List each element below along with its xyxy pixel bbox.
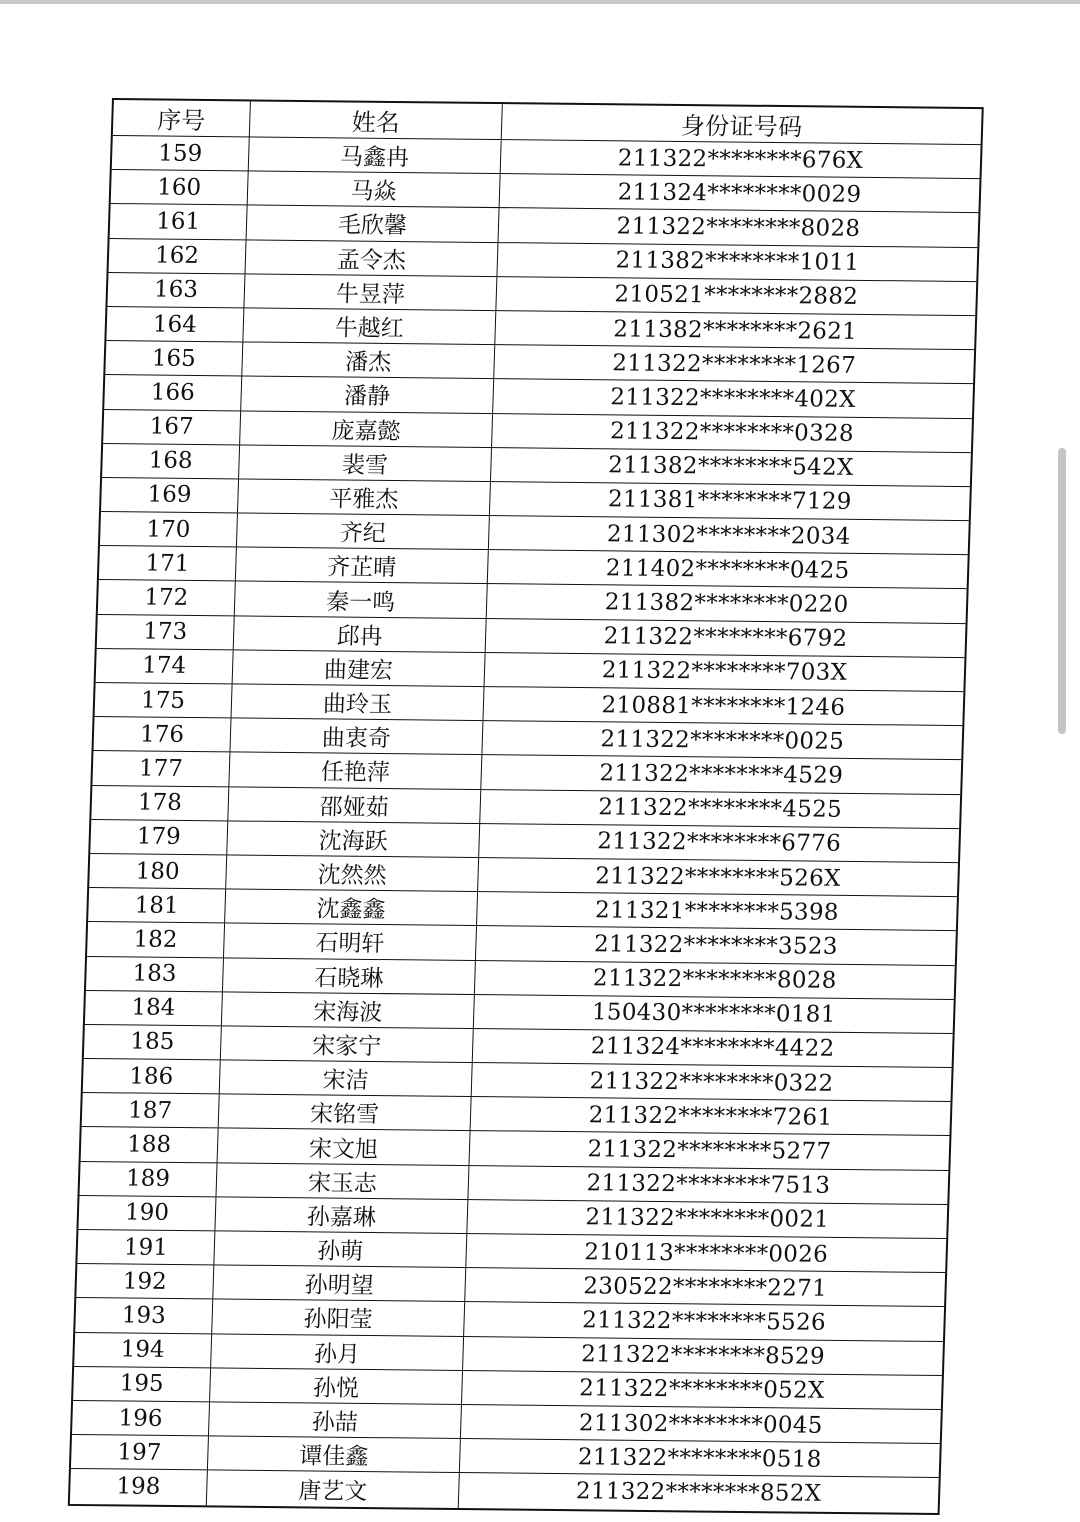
name-cell: 石明轩 (224, 924, 477, 960)
id-cell: 210113********0026 (583, 1238, 829, 1268)
name-cell: 牛越红 (243, 308, 496, 344)
id-cell: 211322********852X (575, 1478, 822, 1508)
name-cell: 唐艺文 (207, 1471, 460, 1508)
seq-cell: 163 (107, 273, 245, 308)
seq-cell: 167 (103, 410, 241, 445)
id-cell: 150430********0181 (591, 999, 836, 1029)
id-cell: 211322********4525 (597, 794, 843, 823)
id-cell: 211322********3523 (593, 931, 839, 960)
name-cell: 孙月 (211, 1334, 464, 1370)
seq-cell: 188 (81, 1127, 219, 1162)
name-cell: 马鑫冉 (249, 137, 502, 173)
name-cell: 曲衷奇 (230, 719, 483, 755)
id-cell: 211322********1267 (611, 350, 857, 379)
name-cell: 孟令杰 (246, 240, 499, 276)
name-cell: 秦一鸣 (235, 582, 488, 618)
name-cell: 曲玲玉 (232, 684, 485, 720)
id-cell: 211324********4422 (590, 1033, 835, 1063)
header-name: 姓名 (250, 101, 503, 139)
name-cell: 孙明望 (213, 1266, 466, 1302)
seq-cell: 183 (86, 956, 224, 991)
name-cell: 沈鑫鑫 (225, 890, 478, 926)
id-cell: 211382********0220 (604, 589, 849, 618)
name-cell: 沈海跃 (227, 821, 480, 857)
seq-cell: 194 (74, 1333, 212, 1368)
seq-cell: 169 (101, 478, 239, 513)
id-cell: 211322********052X (578, 1375, 826, 1405)
seq-cell: 168 (102, 444, 240, 479)
name-cell: 沈然然 (226, 855, 479, 891)
seq-cell: 181 (88, 888, 226, 923)
name-cell: 孙悦 (210, 1368, 463, 1404)
id-cell: 211322********8028 (616, 213, 861, 242)
id-cell: 211382********2621 (612, 315, 858, 345)
seq-cell: 162 (109, 239, 247, 274)
header-id-number: 身份证号码 (680, 111, 803, 142)
id-cell: 210521********2882 (614, 281, 859, 311)
id-cell: 211322********7261 (588, 1102, 833, 1131)
name-cell: 邱冉 (234, 616, 487, 652)
name-cell: 孙嘉琳 (215, 1197, 468, 1233)
name-cell: 潘杰 (242, 343, 495, 379)
seq-cell: 174 (96, 649, 234, 684)
name-cell: 宋海波 (222, 992, 475, 1028)
seq-cell: 193 (75, 1298, 213, 1333)
name-cell: 齐纪 (237, 513, 490, 549)
seq-cell: 170 (100, 512, 238, 547)
seq-cell: 171 (99, 546, 237, 581)
name-cell: 宋铭雪 (219, 1095, 472, 1131)
name-cell: 宋洁 (220, 1060, 473, 1096)
header-seq: 序号 (113, 100, 251, 136)
name-cell: 平雅杰 (238, 479, 491, 515)
id-cell: 211381********7129 (607, 486, 853, 516)
id-cell: 211321********5398 (594, 897, 840, 926)
name-cell: 任艳萍 (229, 753, 482, 789)
seq-cell: 177 (92, 751, 230, 786)
seq-cell: 195 (73, 1367, 211, 1402)
id-cell: 211322********8028 (592, 965, 838, 994)
id-cell: 211322********6792 (603, 623, 848, 653)
id-cell: 211322********526X (594, 862, 842, 892)
seq-cell: 198 (70, 1469, 208, 1505)
id-cell: 211322********5277 (587, 1136, 832, 1165)
name-cell: 邵娅茹 (228, 787, 481, 823)
id-cell: 210881********1246 (601, 691, 846, 721)
seq-cell: 180 (89, 854, 227, 889)
id-cell: 211322********8529 (580, 1341, 826, 1370)
name-cell: 马焱 (248, 172, 501, 208)
seq-cell: 192 (76, 1264, 214, 1299)
id-cell: 211402********0425 (605, 555, 850, 584)
id-cell: 211322********703X (601, 657, 848, 687)
name-cell: 裴雪 (239, 445, 492, 481)
seq-cell: 186 (83, 1059, 221, 1094)
seq-cell: 182 (87, 922, 225, 957)
name-cell: 宋文旭 (218, 1129, 471, 1165)
id-cell: 211302********0045 (578, 1409, 824, 1439)
seq-cell: 175 (95, 683, 233, 718)
id-cell: 211322********7513 (586, 1170, 831, 1200)
seq-cell: 165 (105, 341, 243, 376)
id-cell: 211322********6776 (596, 828, 842, 858)
name-cell: 孙喆 (209, 1402, 462, 1438)
id-cell: 211322********0322 (589, 1067, 834, 1097)
id-cell: 211322********0328 (609, 418, 855, 447)
name-cell: 曲建宏 (233, 650, 486, 686)
name-cell: 庞嘉懿 (240, 411, 493, 447)
roster-table (68, 98, 984, 1515)
seq-cell: 164 (106, 307, 244, 342)
vertical-scrollbar[interactable] (1058, 448, 1066, 734)
seq-cell: 185 (84, 1025, 222, 1060)
seq-cell: 189 (80, 1162, 218, 1197)
seq-cell: 172 (98, 580, 236, 615)
name-cell: 孙萌 (214, 1231, 467, 1267)
seq-cell: 196 (72, 1401, 210, 1436)
name-cell: 孙阳莹 (212, 1300, 465, 1336)
id-cell: 230522********2271 (582, 1273, 828, 1302)
seq-cell: 190 (78, 1196, 216, 1231)
id-cell: 211382********542X (607, 452, 855, 482)
id-cell: 211322********0021 (585, 1204, 830, 1234)
seq-cell: 184 (85, 991, 223, 1026)
seq-cell: 159 (112, 136, 250, 171)
seq-cell: 161 (110, 204, 248, 239)
id-cell: 211322********0025 (600, 726, 845, 755)
id-cell: 211302********2034 (606, 520, 852, 550)
seq-cell: 197 (71, 1435, 209, 1470)
seq-cell: 178 (91, 786, 229, 821)
name-cell: 牛昱萍 (244, 274, 497, 310)
name-cell: 石晓琳 (223, 958, 476, 994)
name-cell: 谭佳鑫 (208, 1437, 461, 1473)
id-cell: 211322********0518 (577, 1443, 823, 1473)
seq-cell: 191 (77, 1230, 215, 1265)
seq-cell: 179 (90, 820, 228, 855)
seq-cell: 176 (94, 717, 232, 752)
id-cell: 211324********0029 (617, 179, 862, 208)
seq-cell: 160 (111, 170, 249, 205)
id-cell: 211322********5526 (581, 1307, 827, 1336)
seq-cell: 166 (104, 375, 242, 410)
id-cell: 211322********676X (617, 144, 864, 174)
id-cell: 211382********1011 (615, 247, 860, 277)
name-cell: 潘静 (241, 377, 494, 413)
seq-cell: 187 (82, 1093, 220, 1128)
name-cell: 毛欣馨 (247, 206, 500, 242)
name-cell: 宋玉志 (217, 1163, 470, 1199)
id-cell: 211322********402X (609, 384, 857, 413)
name-cell: 齐芷晴 (236, 548, 489, 584)
seq-cell: 173 (97, 615, 235, 650)
name-cell: 宋家宁 (221, 1026, 474, 1062)
id-cell: 211322********4529 (599, 760, 844, 789)
